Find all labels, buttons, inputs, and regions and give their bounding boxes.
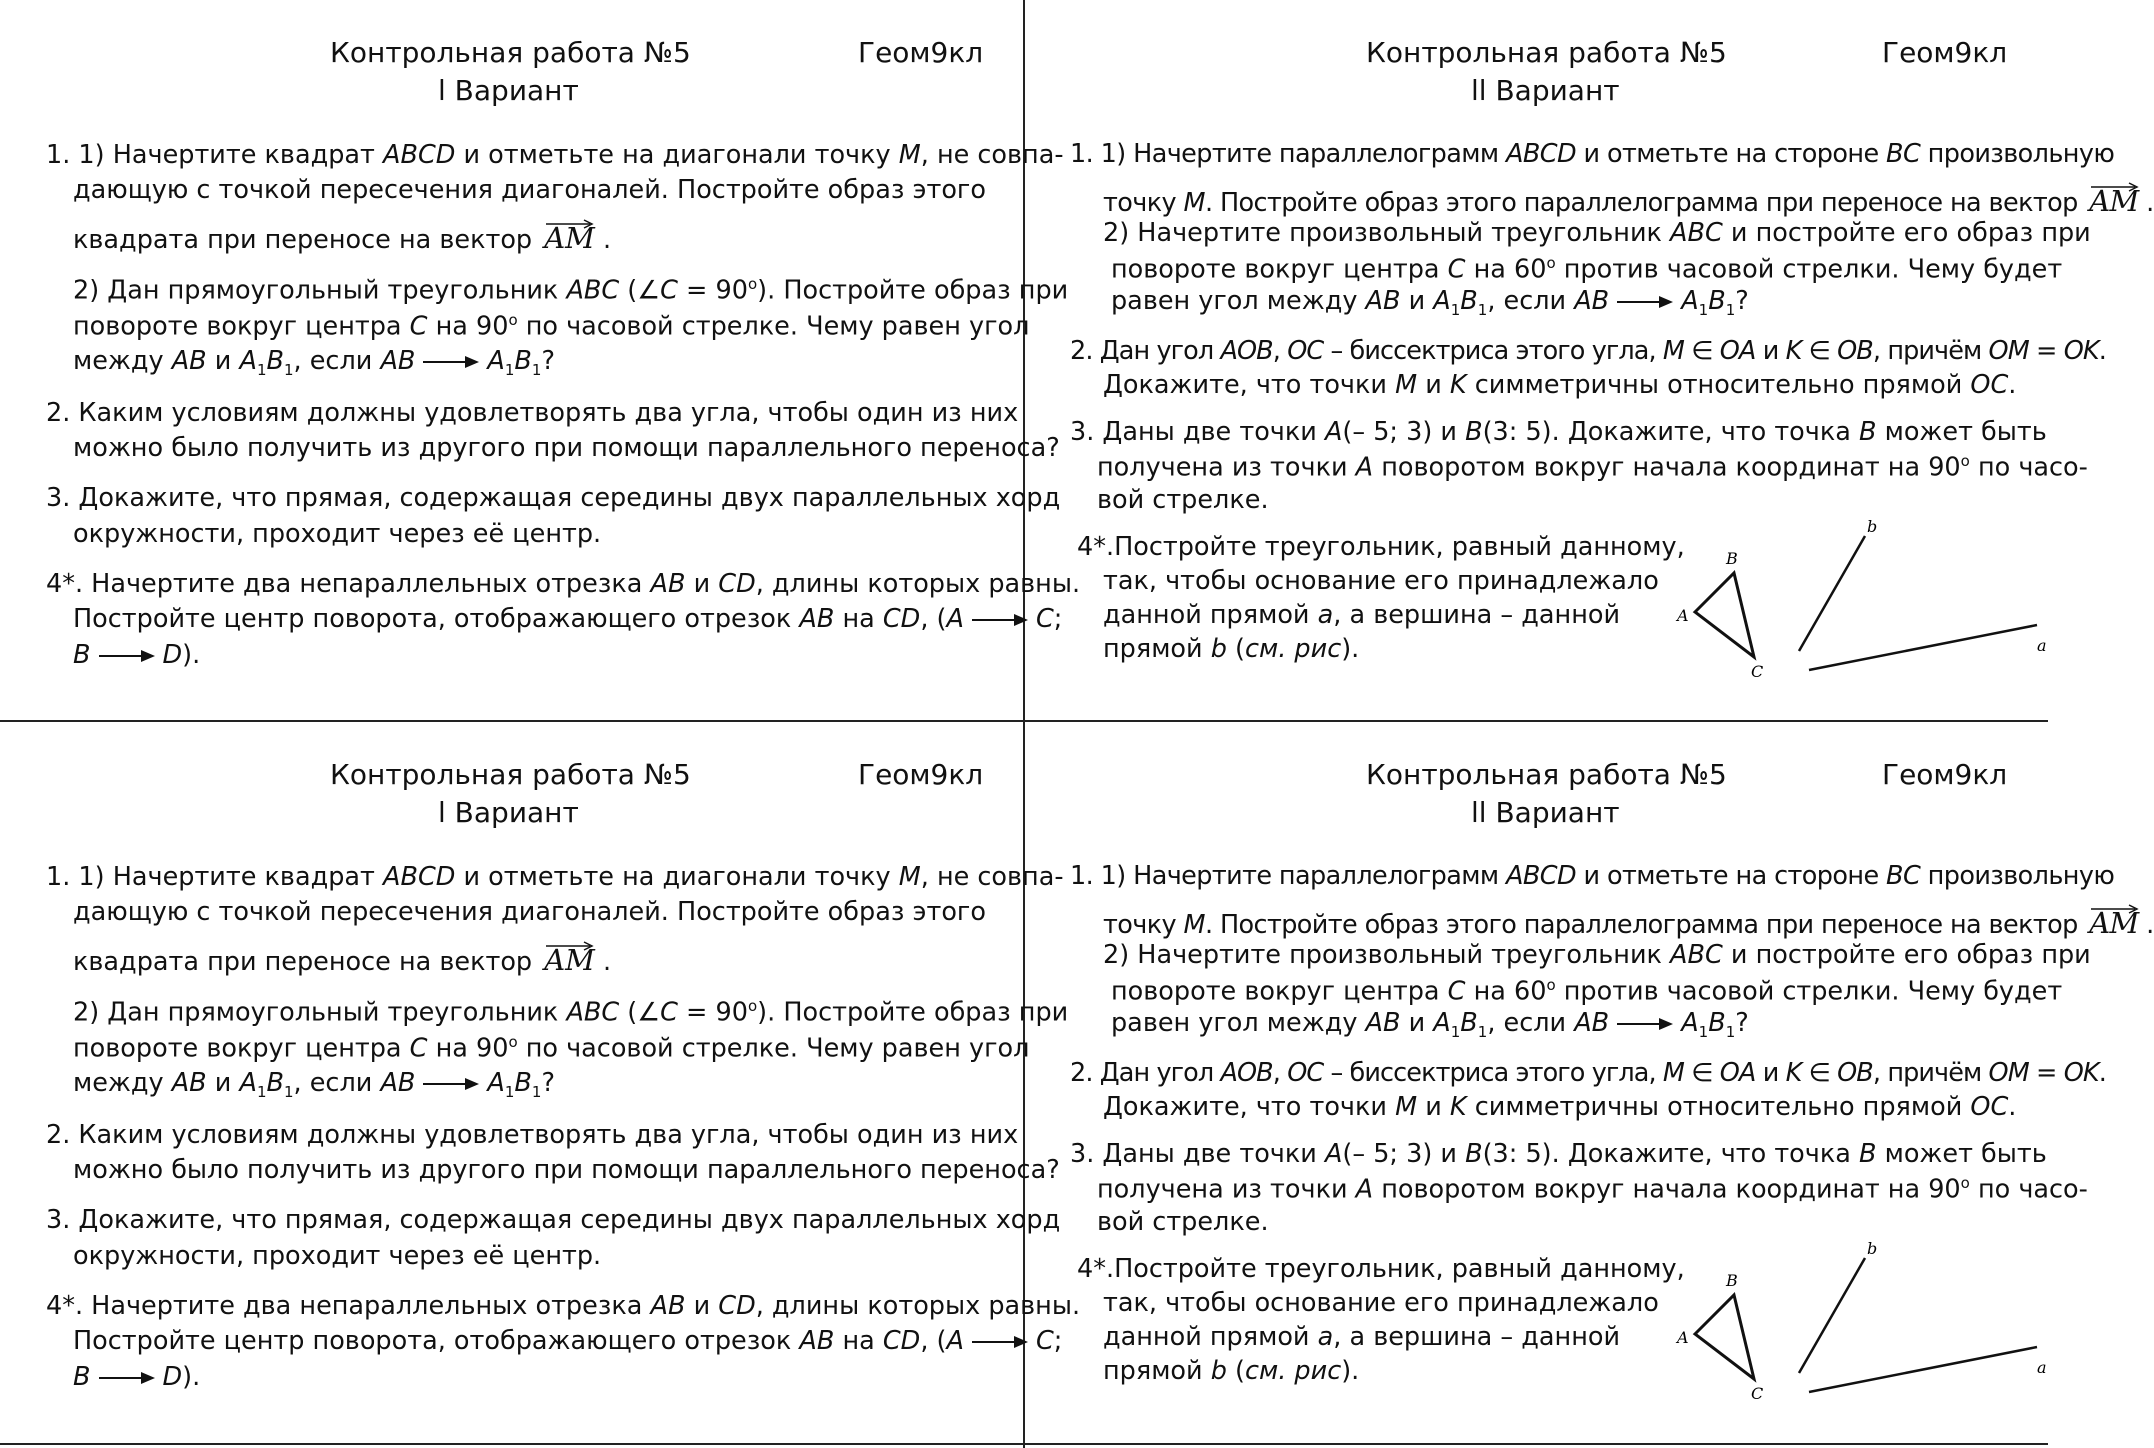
card-variant-label: l Вариант bbox=[438, 74, 579, 107]
text-line: 1. 1) Начертите квадрат ABCD и отметьте на диагонали точку M, не совпа- bbox=[46, 862, 1064, 892]
card-subject-code: Геом9кл bbox=[1882, 758, 2008, 791]
label-a-vertex: A bbox=[1677, 1328, 1689, 1347]
arrow-icon bbox=[421, 355, 481, 369]
card-subject-code: Геом9кл bbox=[858, 36, 984, 69]
label-b-vertex: B bbox=[1726, 549, 1738, 568]
text-line: 2. Дан угол AOB, OC – биссектриса этого угла, M ∈ OA и K ∈ OB, причём OM = OK. bbox=[1070, 336, 2106, 366]
triangle-abc bbox=[1695, 1295, 1754, 1379]
text-line: повороте вокруг центра C на 60$^o$ против часовой стрелки. Чему будет bbox=[1111, 254, 2063, 285]
text-line: окружности, проходит через её центр. bbox=[73, 1241, 602, 1271]
text-line: Докажите, что точки M и K симметричны относительно прямой OC. bbox=[1103, 1092, 2017, 1122]
text-line: 2) Начертите произвольный треугольник ABC и постройте его образ при bbox=[1103, 940, 2091, 970]
label-b-vertex: B bbox=[1726, 1271, 1738, 1290]
text-line: данной прямой a, а вершина – данной bbox=[1103, 1322, 1621, 1352]
text-line: можно было получить из другого при помощи параллельного переноса? bbox=[73, 1155, 1060, 1185]
text-line: прямой b (см. рис). bbox=[1103, 634, 1360, 664]
card-title: Контрольная работа №5 bbox=[330, 758, 691, 791]
text-line: 4*. Начертите два непараллельных отрезка AB и CD, длины которых равны. bbox=[46, 569, 1081, 599]
text-line: между AB и $A_1B_1$, если AB $A_1B_1$? bbox=[73, 346, 555, 380]
text-line: можно было получить из другого при помощи параллельного переноса? bbox=[73, 433, 1060, 463]
text-line: 4*.Постройте треугольник, равный данному, bbox=[1077, 1254, 1685, 1284]
text-line: 4*.Постройте треугольник, равный данному, bbox=[1077, 532, 1685, 562]
text-line: прямой b (см. рис). bbox=[1103, 1356, 1360, 1386]
arrow-icon bbox=[970, 613, 1030, 627]
text-line: точку M. Постройте образ этого параллелограмма при переносе на вектор AM . bbox=[1103, 184, 2154, 218]
text-line: 2. Каким условиям должны удовлетворять два угла, чтобы один из них bbox=[46, 1120, 1019, 1150]
arrow-icon bbox=[970, 1335, 1030, 1349]
card-variant-2-top bbox=[1025, 0, 2154, 724]
label-line-a: a bbox=[2037, 636, 2047, 655]
text-line: дающую с точкой пересечения диагоналей. Постройте образ этого bbox=[73, 897, 986, 927]
text-line: квадрата при переносе на вектор AM . bbox=[73, 221, 612, 255]
text-line: получена из точки A поворотом вокруг начала координат на 90$^o$ по часо- bbox=[1097, 452, 2088, 483]
vector-am-label: AM bbox=[2089, 184, 2139, 218]
card-subject-code: Геом9кл bbox=[1882, 36, 2008, 69]
text-line: 3. Даны две точки A(– 5; 3) и B(3: 5). Докажите, что точка B может быть bbox=[1070, 417, 2047, 447]
geometry-figure bbox=[1655, 1227, 2045, 1407]
text-line: 1. 1) Начертите квадрат ABCD и отметьте на диагонали точку M, не совпа- bbox=[46, 140, 1064, 170]
text-line: точку M. Постройте образ этого параллелограмма при переносе на вектор AM . bbox=[1103, 906, 2154, 940]
arrow-icon bbox=[1615, 295, 1675, 309]
text-line: 2. Каким условиям должны удовлетворять два угла, чтобы один из них bbox=[46, 398, 1019, 428]
text-line: вой стрелке. bbox=[1097, 1207, 1269, 1237]
text-line: 3. Докажите, что прямая, содержащая середины двух параллельных хорд bbox=[46, 1205, 1061, 1235]
text-line: 3. Даны две точки A(– 5; 3) и B(3: 5). Докажите, что точка B может быть bbox=[1070, 1139, 2047, 1169]
text-line: 1. 1) Начертите параллелограмм ABCD и отметьте на стороне BC произвольную bbox=[1070, 139, 2115, 169]
line-b bbox=[1799, 1258, 1865, 1373]
text-line: 2) Дан прямоугольный треугольник ABC (∠C = $90^o$). Постройте образ при bbox=[73, 275, 1069, 306]
label-c-vertex: C bbox=[1751, 662, 1764, 681]
text-line: вой стрелке. bbox=[1097, 485, 1269, 515]
label-line-b: b bbox=[1867, 517, 1878, 536]
text-line: повороте вокруг центра C на 90$^o$ по часовой стрелке. Чему равен угол bbox=[73, 1033, 1030, 1064]
text-line: 3. Докажите, что прямая, содержащая середины двух параллельных хорд bbox=[46, 483, 1061, 513]
text-line: данной прямой a, а вершина – данной bbox=[1103, 600, 1621, 630]
card-variant-2-bottom bbox=[1025, 722, 2154, 1446]
text-line: равен угол между AB и $A_1B_1$, если AB $A_1B_1$? bbox=[1111, 1008, 1749, 1042]
label-c-vertex: C bbox=[1751, 1384, 1764, 1403]
text-line: 2) Дан прямоугольный треугольник ABC (∠C = $90^o$). Постройте образ при bbox=[73, 997, 1069, 1028]
text-line: 2. Дан угол AOB, OC – биссектриса этого угла, M ∈ OA и K ∈ OB, причём OM = OK. bbox=[1070, 1058, 2106, 1088]
label-line-a: a bbox=[2037, 1358, 2047, 1377]
text-line: B D). bbox=[73, 640, 201, 670]
card-variant-label: ll Вариант bbox=[1471, 74, 1620, 107]
line-a bbox=[1809, 625, 2037, 670]
triangle-abc bbox=[1695, 573, 1754, 657]
vector-am-label: AM bbox=[544, 221, 595, 255]
card-variant-label: l Вариант bbox=[438, 796, 579, 829]
line-a bbox=[1809, 1347, 2037, 1392]
text-line: получена из точки A поворотом вокруг начала координат на 90$^o$ по часо- bbox=[1097, 1174, 2088, 1205]
card-variant-1-top bbox=[0, 0, 1081, 724]
arrow-icon bbox=[421, 1077, 481, 1091]
label-line-b: b bbox=[1867, 1239, 1878, 1258]
text-line: равен угол между AB и $A_1B_1$, если AB $A_1B_1$? bbox=[1111, 286, 1749, 320]
text-line: Докажите, что точки M и K симметричны относительно прямой OC. bbox=[1103, 370, 2017, 400]
text-line: 1. 1) Начертите параллелограмм ABCD и отметьте на стороне BC произвольную bbox=[1070, 861, 2115, 891]
vector-am-label: AM bbox=[544, 943, 595, 977]
card-title: Контрольная работа №5 bbox=[1366, 758, 1727, 791]
arrow-icon bbox=[1615, 1017, 1675, 1031]
label-a-vertex: A bbox=[1677, 606, 1689, 625]
text-line: 4*. Начертите два непараллельных отрезка AB и CD, длины которых равны. bbox=[46, 1291, 1081, 1321]
text-line: повороте вокруг центра C на 60$^o$ против часовой стрелки. Чему будет bbox=[1111, 976, 2063, 1007]
vector-am-label: AM bbox=[2089, 906, 2139, 940]
text-line: 2) Начертите произвольный треугольник ABC и постройте его образ при bbox=[1103, 218, 2091, 248]
text-line: между AB и $A_1B_1$, если AB $A_1B_1$? bbox=[73, 1068, 555, 1102]
line-b bbox=[1799, 536, 1865, 651]
arrow-icon bbox=[97, 649, 157, 663]
card-variant-1-bottom bbox=[0, 722, 1081, 1446]
text-line: повороте вокруг центра C на 90$^o$ по часовой стрелке. Чему равен угол bbox=[73, 311, 1030, 342]
text-line: окружности, проходит через её центр. bbox=[73, 519, 602, 549]
text-line: так, чтобы основание его принадлежало bbox=[1103, 1288, 1659, 1318]
card-variant-label: ll Вариант bbox=[1471, 796, 1620, 829]
text-line: Постройте центр поворота, отображающего отрезок AB на CD, (A C; bbox=[73, 604, 1063, 634]
text-line: дающую с точкой пересечения диагоналей. Постройте образ этого bbox=[73, 175, 986, 205]
card-title: Контрольная работа №5 bbox=[330, 36, 691, 69]
geometry-figure bbox=[1655, 505, 2045, 685]
text-line: так, чтобы основание его принадлежало bbox=[1103, 566, 1659, 596]
text-line: Постройте центр поворота, отображающего отрезок AB на CD, (A C; bbox=[73, 1326, 1063, 1356]
text-line: квадрата при переносе на вектор AM . bbox=[73, 943, 612, 977]
arrow-icon bbox=[97, 1371, 157, 1385]
card-subject-code: Геом9кл bbox=[858, 758, 984, 791]
text-line: B D). bbox=[73, 1362, 201, 1392]
card-title: Контрольная работа №5 bbox=[1366, 36, 1727, 69]
